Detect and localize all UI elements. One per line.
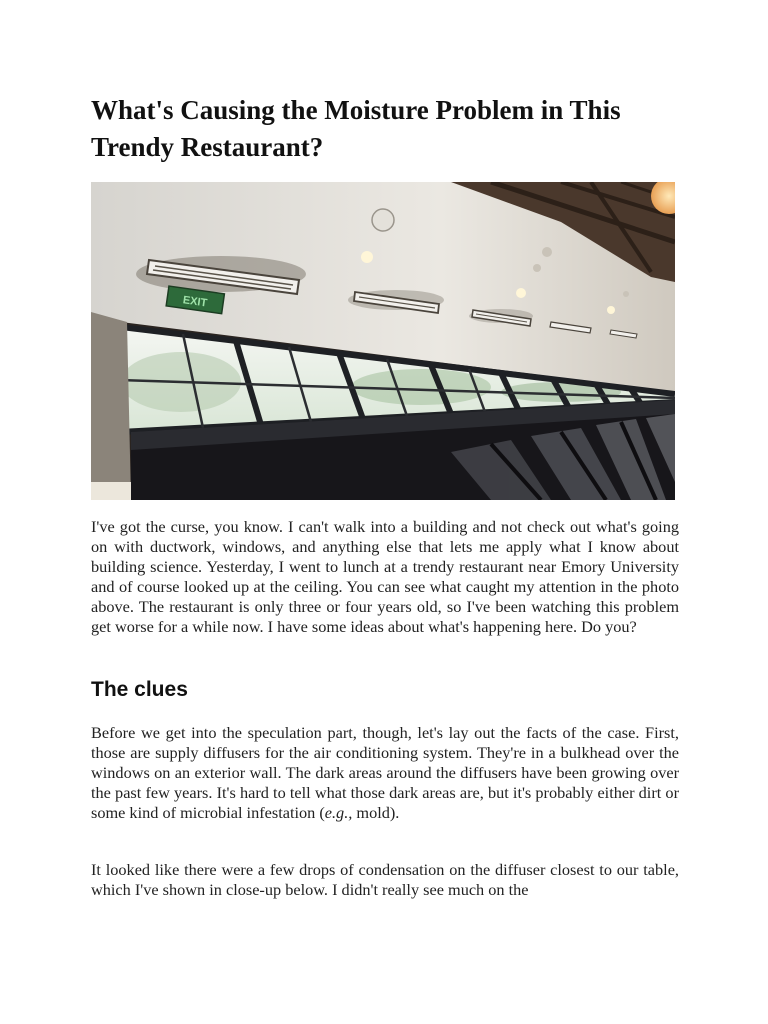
ceiling-speaker: [372, 209, 394, 231]
paragraph-condensation: It looked like there were a few drops of condensation on the diffuser closest to our table, which I've shown in close-up below. I didn't really see much on the: [91, 860, 679, 899]
paragraph-clues-tail: mold).: [352, 803, 400, 822]
section-heading-clues: The clues: [91, 678, 188, 701]
article-title: What's Causing the Moisture Problem in This Trendy Restaurant?: [91, 95, 621, 162]
paragraph-clues-main: Before we get into the speculation part, though, let's lay out the facts of the case. First, those are supply diffusers for the air conditioning system. They're in a bulkhead over the windows on an exterior wall. The dark areas around the diffusers have been growing over the past few years. It's hard to tell what those dark areas are, but it's probably either dirt or some kind of microbial infestation (: [91, 723, 679, 822]
paragraph-clues: [91, 723, 679, 823]
recessed-light: [361, 251, 373, 263]
paragraph-clues-em: e.g.,: [324, 803, 353, 822]
left-column: [91, 312, 131, 500]
restaurant-ceiling-photo: [91, 182, 675, 500]
exit-sign-text: EXIT: [182, 294, 208, 310]
paragraph-intro: I've got the curse, you know. I can't walk into a building and not check out what's going on with ductwork, windows, and anything else that lets me apply what I know about building science. Yesterday, I went to lunch at a trendy restaurant near Emory University and of course looked up at the ceiling. You can see what caught my attention in the photo above. The restaurant is only three or four years old, so I've been watching this problem get worse for a while now. I have some ideas about what's happening here. Do you?: [91, 517, 679, 636]
photo-illustration: [91, 182, 675, 500]
